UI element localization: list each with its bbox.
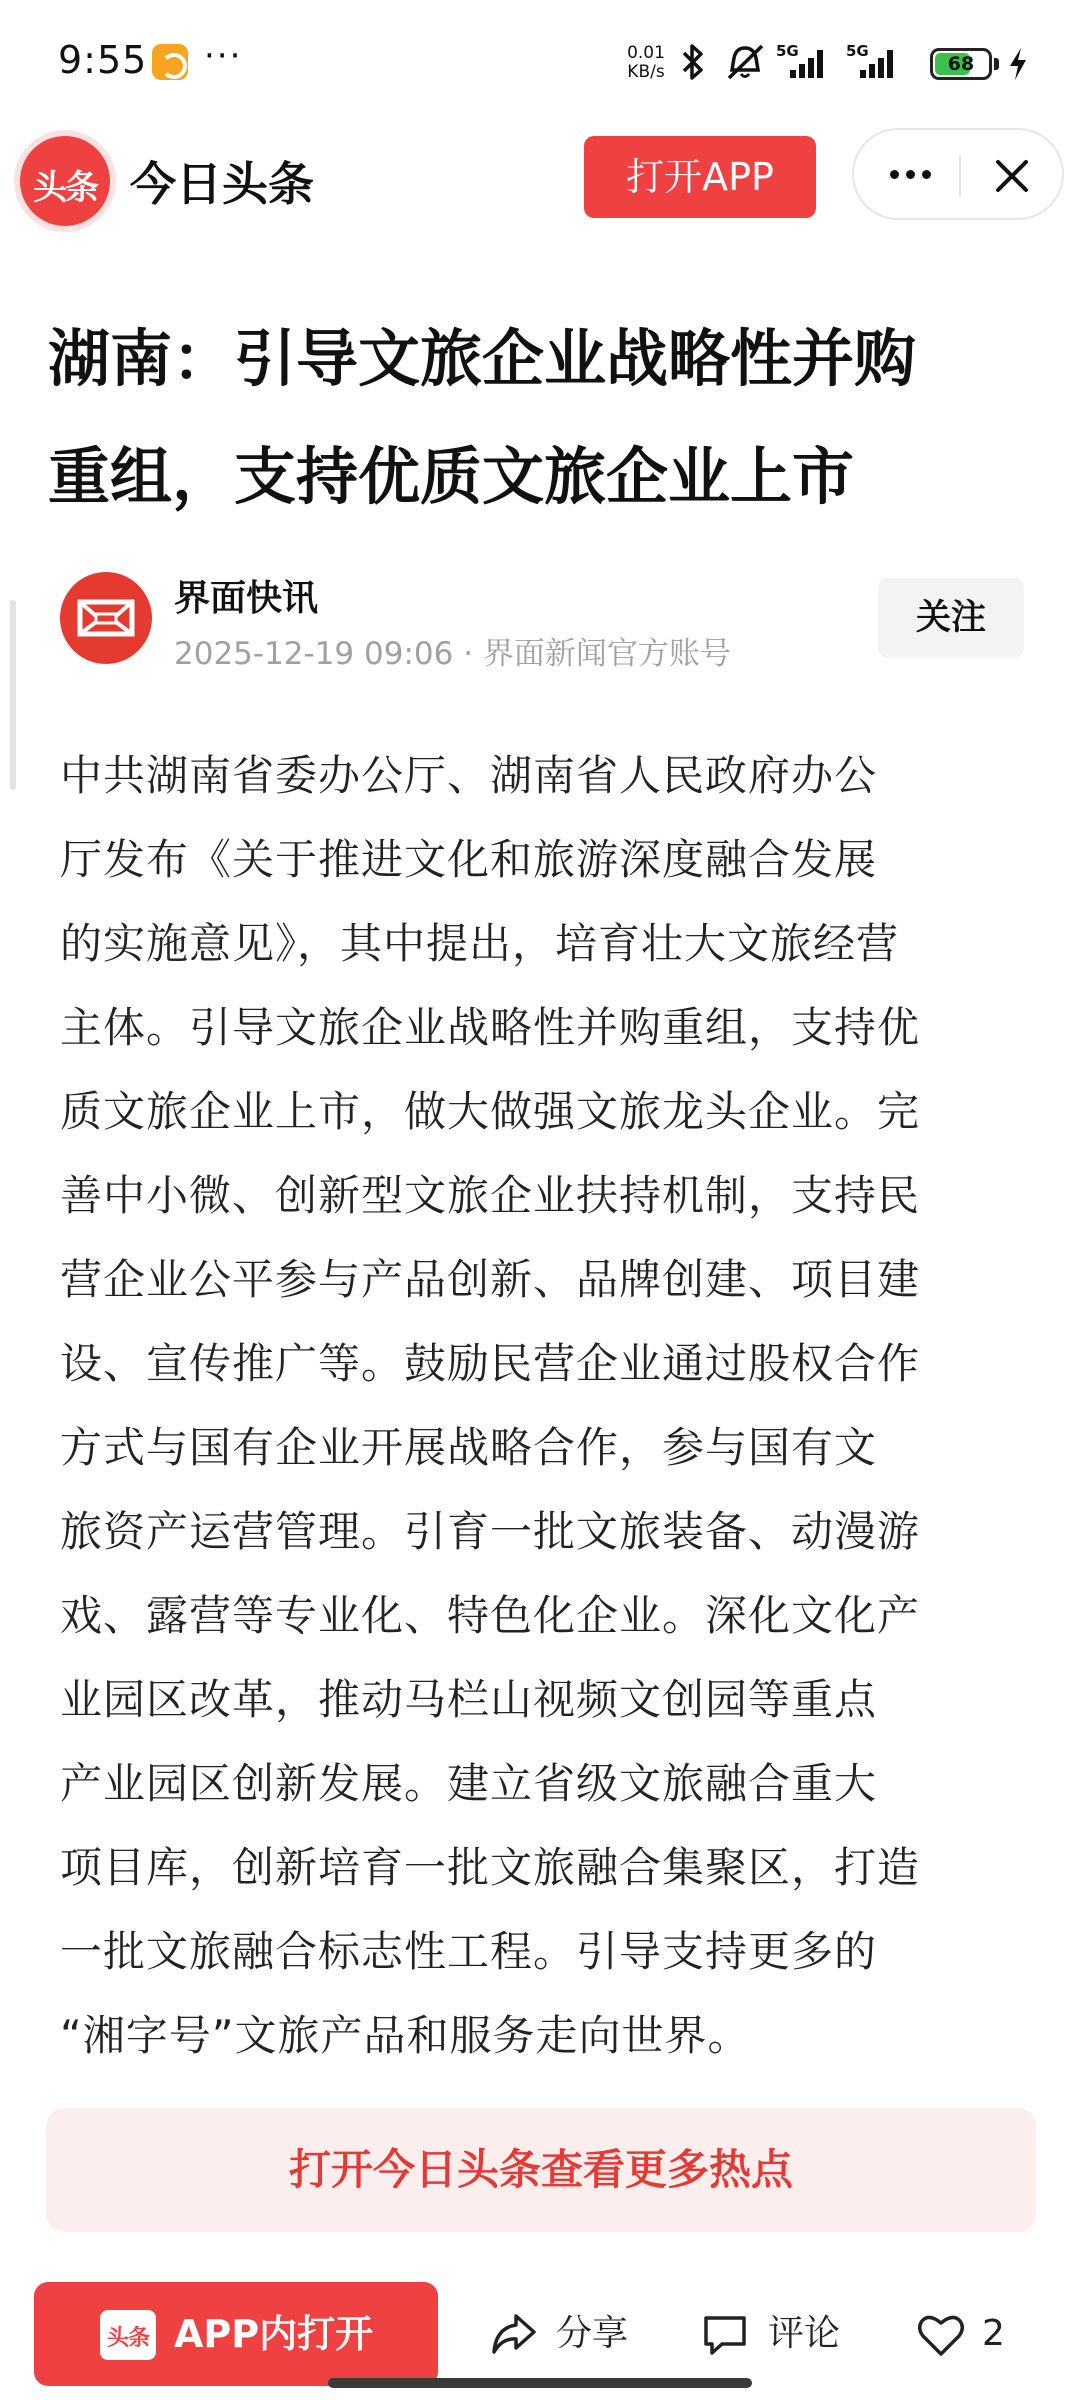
notification-app-icon: [152, 44, 188, 80]
battery-level: 68: [947, 53, 975, 75]
status-time: 9:55: [58, 38, 148, 82]
comment-label: 评论: [768, 2313, 841, 2354]
close-icon[interactable]: [988, 152, 1036, 200]
logo-text: 头条: [33, 168, 97, 208]
like-button[interactable]: [916, 2282, 1036, 2386]
logo-text: 头条: [106, 2326, 149, 2351]
toutiao-logo-icon: [100, 2310, 156, 2360]
author-name[interactable]: 界面快讯: [174, 578, 319, 619]
like-count: 2: [982, 2313, 1005, 2354]
capsule-divider: [959, 156, 961, 196]
body-line: 产业园区创新发展。建立省级文旅融合重大: [60, 1759, 878, 1808]
title-line: 重组，支持优质文旅企业上市: [48, 440, 855, 513]
body-line: 旅资产运营管理。引育一批文旅装备、动漫游: [60, 1507, 921, 1556]
battery-tip: [994, 58, 999, 70]
network-speed: [624, 44, 668, 82]
share-icon: [490, 2312, 538, 2356]
network-speed-unit: KB/s: [627, 62, 665, 82]
app-bar: [0, 128, 1080, 256]
body-line: 的实施意见》，其中提出，培育壮大文旅经营: [60, 919, 900, 968]
comment-icon: [700, 2312, 750, 2358]
comment-button[interactable]: [700, 2282, 860, 2386]
body-line: 戏、露营等专业化、特色化企业。深化文化产: [60, 1591, 921, 1640]
toutiao-logo: [20, 136, 110, 226]
ringer-off-icon: [724, 42, 766, 82]
home-indicator[interactable]: [328, 2378, 752, 2388]
signal-1-label: 5G: [776, 42, 799, 60]
body-line: 中共湖南省委办公厅、湖南省人民政府办公: [60, 751, 878, 800]
scroll-indicator: [10, 600, 16, 790]
status-bar: [0, 0, 1080, 128]
body-line: 厅发布《关于推进文化和旅游深度融合发展: [60, 835, 878, 884]
body-line: 营企业公平参与产品创新、品牌创建、项目建: [60, 1255, 921, 1304]
article-body: [60, 734, 1030, 2078]
open-in-app-label: APP内打开: [174, 2312, 374, 2356]
body-line: 项目库，创新培育一批文旅融合集聚区，打造: [60, 1843, 921, 1892]
open-app-button[interactable]: 打开APP: [584, 136, 816, 218]
jiemian-logo-icon: [60, 572, 152, 664]
body-line: “湘字号”文旅产品和服务走向世界。: [60, 2011, 751, 2060]
body-line: 质文旅企业上市，做大做强文旅龙头企业。完: [60, 1087, 921, 1136]
body-line: 一批文旅融合标志性工程。引导支持更多的: [60, 1927, 878, 1976]
signal-icon: [776, 42, 832, 82]
body-line: 善中小微、创新型文旅企业扶持机制，支持民: [60, 1171, 921, 1220]
more-icon[interactable]: [884, 152, 936, 196]
article-title: [48, 300, 1038, 536]
bluetooth-icon: [676, 42, 710, 82]
share-label: 分享: [556, 2313, 629, 2354]
more-hot-topics-button[interactable]: 打开今日头条查看更多热点: [46, 2108, 1036, 2232]
avatar[interactable]: [60, 572, 152, 664]
title-line: 湖南：引导文旅企业战略性并购: [48, 322, 917, 395]
publish-meta: 2025-12-19 09:06 · 界面新闻官方账号: [174, 636, 731, 672]
brand-name: 今日头条: [130, 157, 314, 211]
follow-button[interactable]: 关注: [878, 578, 1024, 658]
body-line: 主体。引导文旅企业战略性并购重组，支持优: [60, 1003, 921, 1052]
signal-2-label: 5G: [846, 42, 869, 60]
mini-program-capsule: [852, 128, 1064, 220]
signal-icon: [846, 42, 902, 82]
heart-icon: [916, 2312, 966, 2358]
charging-icon: [1006, 46, 1030, 82]
share-button[interactable]: [490, 2282, 640, 2386]
body-line: 方式与国有企业开展战略合作，参与国有文: [60, 1423, 878, 1472]
more-dots-icon: ···: [204, 36, 243, 76]
body-line: 设、宣传推广等。鼓励民营企业通过股权合作: [60, 1339, 921, 1388]
body-line: 业园区改革，推动马栏山视频文创园等重点: [60, 1675, 878, 1724]
open-in-app-button[interactable]: [34, 2282, 438, 2386]
network-speed-value: 0.01: [627, 43, 665, 63]
battery-icon: [930, 48, 992, 80]
